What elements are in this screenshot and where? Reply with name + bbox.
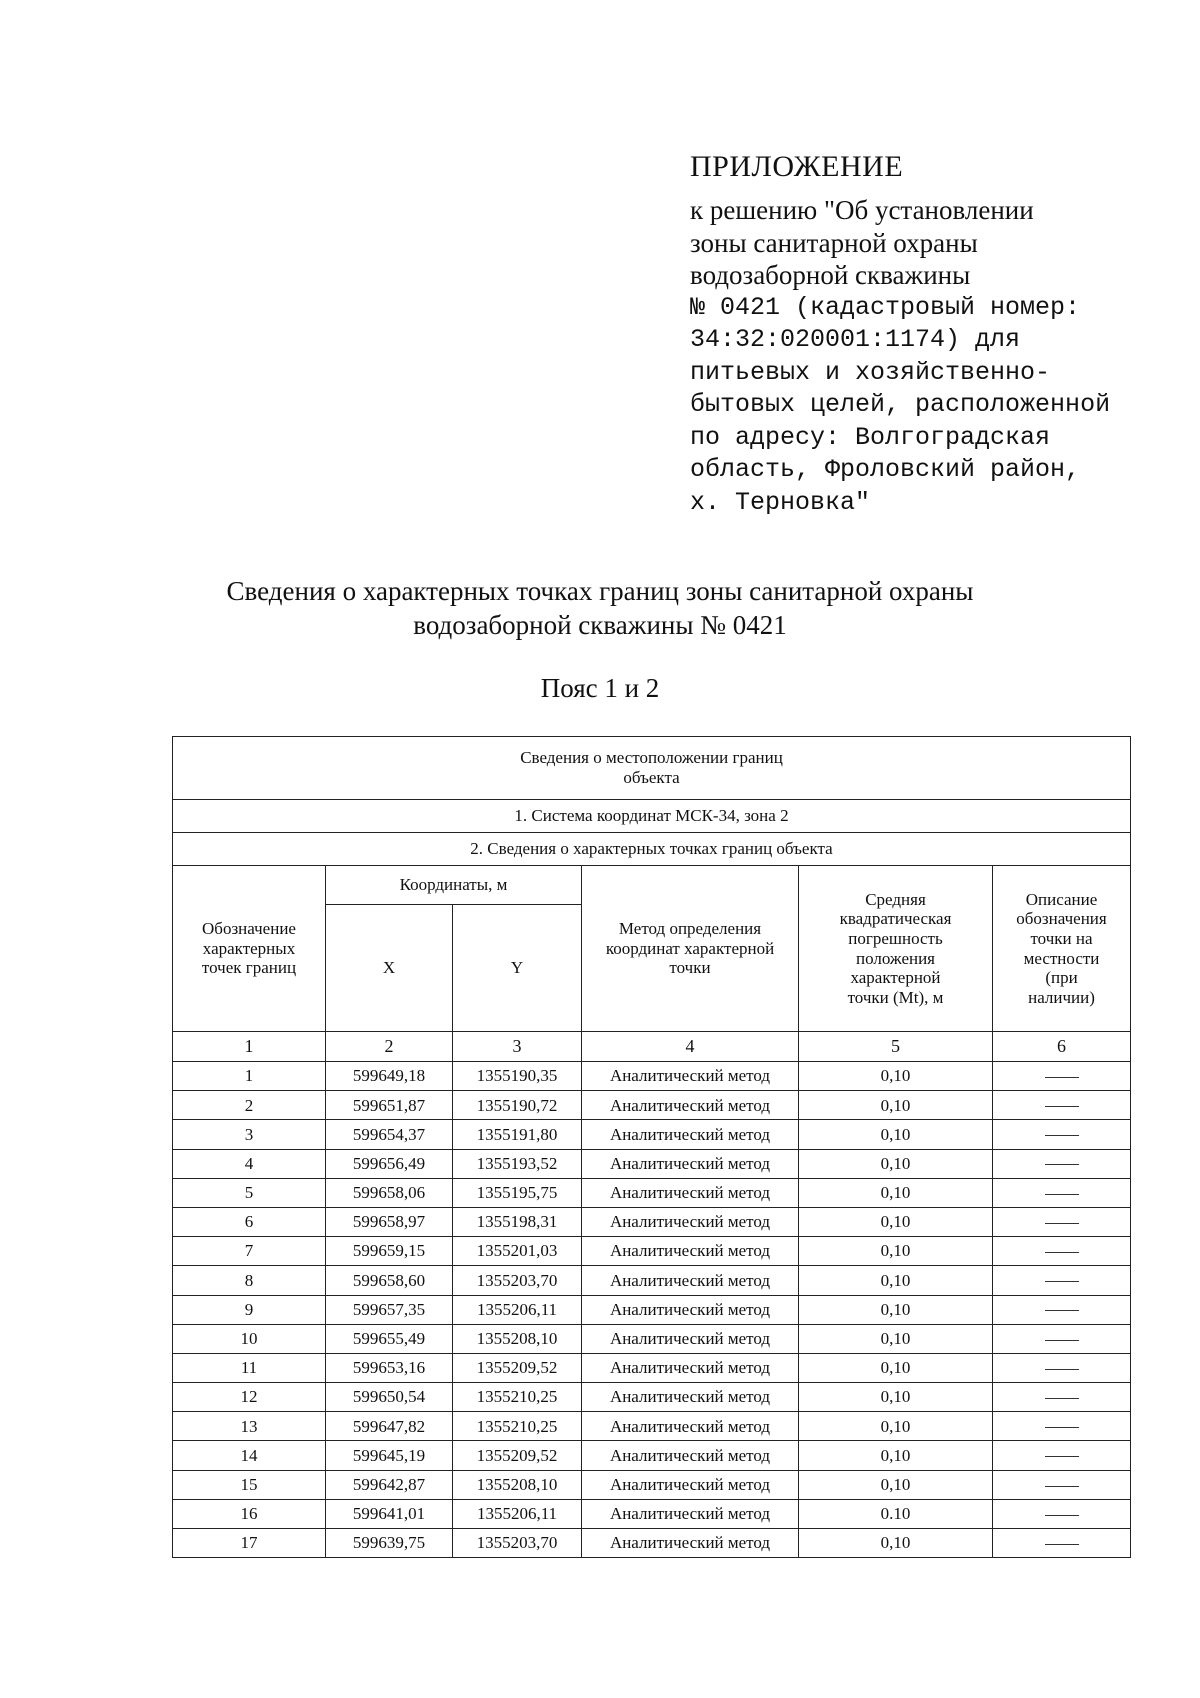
heading-line: Сведения о характерных точках границ зоны санитарной охраны	[226, 576, 974, 606]
description-cell	[993, 1383, 1131, 1412]
table-row	[173, 1266, 1131, 1295]
point-number-cell: 13	[173, 1412, 326, 1441]
x-header: X	[326, 905, 453, 1032]
y-coordinate-cell: 1355193,52	[453, 1149, 582, 1178]
x-coordinate-cell: 599659,15	[326, 1237, 453, 1266]
table-row	[173, 1237, 1131, 1266]
dash-mark	[1045, 1164, 1079, 1165]
header-line: Обозначение	[202, 919, 296, 939]
description-cell	[993, 1353, 1131, 1382]
error-cell: 0,10	[799, 1149, 993, 1178]
error-cell: 0,10	[799, 1091, 993, 1120]
table-row	[173, 1149, 1131, 1178]
table-row	[173, 1383, 1131, 1412]
y-coordinate-cell: 1355209,52	[453, 1441, 582, 1470]
method-cell: Аналитический метод	[582, 1324, 799, 1353]
header-line: Описание	[1025, 889, 1098, 909]
header-line: квадратическая	[839, 909, 952, 929]
error-cell: 0,10	[799, 1412, 993, 1441]
dash-mark	[1045, 1486, 1079, 1487]
y-header: Y	[453, 905, 582, 1032]
error-cell: 0,10	[799, 1295, 993, 1324]
y-coordinate-cell: 1355206,11	[453, 1295, 582, 1324]
y-coordinate-cell: 1355190,72	[453, 1091, 582, 1120]
error-cell: 0,10	[799, 1237, 993, 1266]
header-line: погрешность	[848, 928, 943, 948]
column-number: 3	[453, 1032, 582, 1062]
error-cell: 0,10	[799, 1266, 993, 1295]
x-coordinate-cell: 599653,16	[326, 1353, 453, 1382]
point-number-cell: 9	[173, 1295, 326, 1324]
method-cell: Аналитический метод	[582, 1412, 799, 1441]
dash-mark	[1045, 1515, 1079, 1516]
dash-mark	[1045, 1106, 1079, 1107]
column-number: 6	[993, 1032, 1131, 1062]
table-row	[173, 1091, 1131, 1120]
y-coordinate-cell: 1355191,80	[453, 1120, 582, 1149]
location-header	[173, 737, 1131, 800]
dash-mark	[1045, 1223, 1079, 1224]
dash-mark	[1045, 1369, 1079, 1370]
table-body	[173, 1062, 1131, 1558]
document-heading	[0, 574, 1200, 642]
table-row	[173, 1324, 1131, 1353]
point-number-cell: 12	[173, 1383, 326, 1412]
error-cell: 0,10	[799, 1353, 993, 1382]
description-cell	[993, 1237, 1131, 1266]
y-coordinate-cell: 1355206,11	[453, 1499, 582, 1528]
column-number: 2	[326, 1032, 453, 1062]
error-cell: 0,10	[799, 1062, 993, 1091]
appendix-line: область, Фроловский район,	[690, 455, 1081, 484]
error-cell: 0,10	[799, 1178, 993, 1207]
description-header	[993, 866, 1131, 1032]
x-coordinate-cell: 599649,18	[326, 1062, 453, 1091]
description-cell	[993, 1149, 1131, 1178]
dash-mark	[1045, 1427, 1079, 1428]
method-cell: Аналитический метод	[582, 1353, 799, 1382]
point-number-cell: 15	[173, 1470, 326, 1499]
appendix-line: бытовых целей, расположенной	[690, 390, 1111, 419]
table-row	[173, 1470, 1131, 1499]
x-coordinate-cell: 599655,49	[326, 1324, 453, 1353]
appendix-title: ПРИЛОЖЕНИЕ	[690, 150, 904, 183]
header-line: характерных	[202, 938, 296, 958]
header-line: характерной	[850, 968, 941, 988]
method-cell: Аналитический метод	[582, 1266, 799, 1295]
method-cell: Аналитический метод	[582, 1237, 799, 1266]
description-cell	[993, 1120, 1131, 1149]
point-number-cell: 3	[173, 1120, 326, 1149]
x-coordinate-cell: 599647,82	[326, 1412, 453, 1441]
y-coordinate-cell: 1355208,10	[453, 1470, 582, 1499]
point-number-cell: 16	[173, 1499, 326, 1528]
error-cell: 0,10	[799, 1383, 993, 1412]
method-header	[582, 866, 799, 1032]
y-coordinate-cell: 1355201,03	[453, 1237, 582, 1266]
coordinates-header: Координаты, м	[326, 866, 582, 905]
column-number: 1	[173, 1032, 326, 1062]
dash-mark	[1045, 1281, 1079, 1282]
location-header-line: объекта	[623, 768, 680, 787]
point-number-cell: 2	[173, 1091, 326, 1120]
table-row	[173, 1529, 1131, 1558]
method-cell: Аналитический метод	[582, 1383, 799, 1412]
x-coordinate-cell: 599658,97	[326, 1207, 453, 1236]
appendix-line: № 0421 (кадастровый номер:	[690, 292, 1081, 322]
description-cell	[993, 1441, 1131, 1470]
method-cell: Аналитический метод	[582, 1529, 799, 1558]
description-cell	[993, 1529, 1131, 1558]
dash-mark	[1045, 1194, 1079, 1195]
appendix-line: зоны санитарной охраны	[690, 227, 978, 258]
method-cell: Аналитический метод	[582, 1207, 799, 1236]
point-number-cell: 7	[173, 1237, 326, 1266]
header-line: Средняя	[865, 889, 926, 909]
method-cell: Аналитический метод	[582, 1470, 799, 1499]
method-cell: Аналитический метод	[582, 1499, 799, 1528]
description-cell	[993, 1295, 1131, 1324]
method-cell: Аналитический метод	[582, 1091, 799, 1120]
appendix-line: 34:32:020001:1174) для	[690, 325, 1021, 354]
error-cell: 0,10	[799, 1470, 993, 1499]
method-cell: Аналитический метод	[582, 1149, 799, 1178]
x-coordinate-cell: 599658,60	[326, 1266, 453, 1295]
table-row	[173, 1295, 1131, 1324]
table-row	[173, 1412, 1131, 1441]
point-designation-header	[173, 866, 326, 1032]
dash-mark	[1045, 1456, 1079, 1457]
dash-mark	[1045, 1398, 1079, 1399]
header-line: координат характерной	[605, 938, 775, 958]
y-coordinate-cell: 1355203,70	[453, 1529, 582, 1558]
error-cell: 0.10	[799, 1499, 993, 1528]
header-line: (при	[1045, 968, 1078, 988]
header-line: положения	[855, 948, 935, 968]
table-row	[173, 1441, 1131, 1470]
y-coordinate-cell: 1355209,52	[453, 1353, 582, 1382]
point-number-cell: 10	[173, 1324, 326, 1353]
description-cell	[993, 1499, 1131, 1528]
table-row	[173, 1207, 1131, 1236]
description-cell	[993, 1207, 1131, 1236]
heading-line: водозаборной скважины № 0421	[413, 610, 787, 640]
header-line: Метод определения	[618, 919, 762, 939]
column-number: 4	[582, 1032, 799, 1062]
header-line: точек границ	[201, 958, 297, 978]
dash-mark	[1045, 1340, 1079, 1341]
error-cell: 0,10	[799, 1441, 993, 1470]
error-cell: 0,10	[799, 1207, 993, 1236]
appendix-line: водозаборной скважины	[690, 260, 971, 290]
y-coordinate-cell: 1355203,70	[453, 1266, 582, 1295]
column-number: 5	[799, 1032, 993, 1062]
error-header	[799, 866, 993, 1032]
points-info-header: 2. Сведения о характерных точках границ объекта	[173, 833, 1131, 866]
dash-mark	[1045, 1135, 1079, 1136]
dash-mark	[1045, 1544, 1079, 1545]
description-cell	[993, 1178, 1131, 1207]
point-number-cell: 8	[173, 1266, 326, 1295]
table-row	[173, 1062, 1131, 1091]
description-cell	[993, 1412, 1131, 1441]
boundary-points-table	[172, 736, 1131, 1558]
y-coordinate-cell: 1355190,35	[453, 1062, 582, 1091]
x-coordinate-cell: 599657,35	[326, 1295, 453, 1324]
dash-mark	[1045, 1310, 1079, 1311]
method-cell: Аналитический метод	[582, 1062, 799, 1091]
method-cell: Аналитический метод	[582, 1295, 799, 1324]
y-coordinate-cell: 1355195,75	[453, 1178, 582, 1207]
description-cell	[993, 1091, 1131, 1120]
table-row	[173, 1353, 1131, 1382]
header-line: точки (Mt), м	[847, 987, 944, 1007]
y-coordinate-cell: 1355198,31	[453, 1207, 582, 1236]
point-number-cell: 4	[173, 1149, 326, 1178]
x-coordinate-cell: 599639,75	[326, 1529, 453, 1558]
x-coordinate-cell: 599651,87	[326, 1091, 453, 1120]
header-line: наличии)	[1028, 987, 1095, 1007]
error-cell: 0,10	[799, 1529, 993, 1558]
table-row	[173, 1499, 1131, 1528]
point-number-cell: 11	[173, 1353, 326, 1382]
location-header-line: Сведения о местоположении границ	[520, 748, 783, 768]
y-coordinate-cell: 1355208,10	[453, 1324, 582, 1353]
y-coordinate-cell: 1355210,25	[453, 1412, 582, 1441]
x-coordinate-cell: 599656,49	[326, 1149, 453, 1178]
appendix-line: по адресу: Волгоградская	[690, 422, 1051, 452]
table-row	[173, 1178, 1131, 1207]
appendix-line: х. Терновка"	[690, 487, 871, 517]
x-coordinate-cell: 599654,37	[326, 1120, 453, 1149]
belt-title: Пояс 1 и 2	[540, 673, 660, 703]
description-cell	[993, 1324, 1131, 1353]
x-coordinate-cell: 599658,06	[326, 1178, 453, 1207]
method-cell: Аналитический метод	[582, 1441, 799, 1470]
x-coordinate-cell: 599650,54	[326, 1383, 453, 1412]
appendix-line: питьевых и хозяйственно-	[690, 357, 1051, 387]
point-number-cell: 5	[173, 1178, 326, 1207]
method-cell: Аналитический метод	[582, 1120, 799, 1149]
header-line: точки	[669, 958, 711, 978]
appendix-block	[690, 150, 1170, 519]
description-cell	[993, 1470, 1131, 1499]
method-cell: Аналитический метод	[582, 1178, 799, 1207]
point-number-cell: 17	[173, 1529, 326, 1558]
header-line: точки на	[1030, 928, 1093, 948]
y-coordinate-cell: 1355210,25	[453, 1383, 582, 1412]
header-line: обозначения	[1016, 909, 1107, 929]
error-cell: 0,10	[799, 1324, 993, 1353]
dash-mark	[1045, 1077, 1079, 1078]
x-coordinate-cell: 599645,19	[326, 1441, 453, 1470]
error-cell: 0,10	[799, 1120, 993, 1149]
point-number-cell: 6	[173, 1207, 326, 1236]
coordinate-system-header: 1. Система координат МСК-34, зона 2	[173, 800, 1131, 833]
x-coordinate-cell: 599642,87	[326, 1470, 453, 1499]
appendix-line: к решению "Об установлении	[690, 195, 1034, 225]
header-line: местности	[1023, 948, 1100, 968]
point-number-cell: 1	[173, 1062, 326, 1091]
description-cell	[993, 1266, 1131, 1295]
point-number-cell: 14	[173, 1441, 326, 1470]
dash-mark	[1045, 1252, 1079, 1253]
description-cell	[993, 1062, 1131, 1091]
x-coordinate-cell: 599641,01	[326, 1499, 453, 1528]
table-row	[173, 1120, 1131, 1149]
